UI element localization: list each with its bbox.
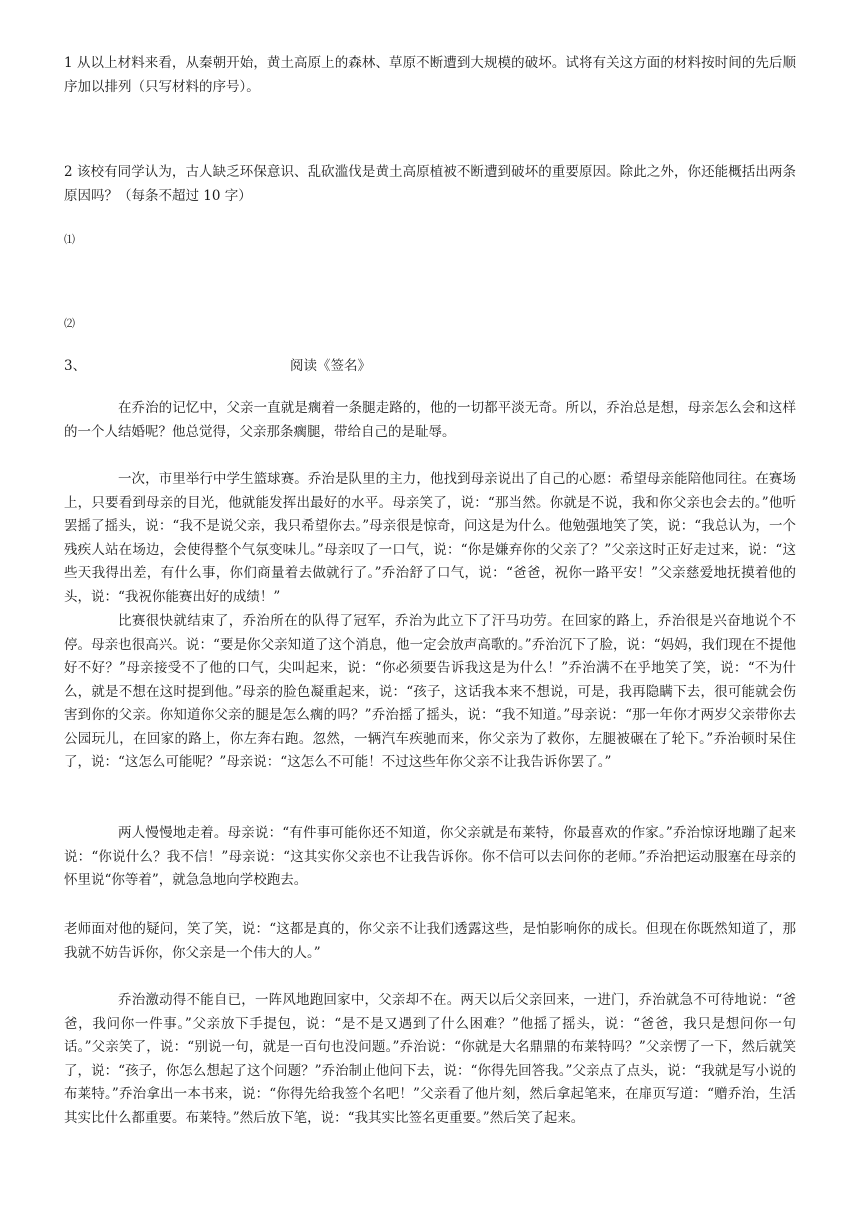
answer-1-label: ⑴	[64, 233, 75, 246]
story-paragraph-1: 在乔治的记忆中，父亲一直就是瘸着一条腿走路的，他的一切都平淡无奇。所以，乔治总是想，母亲怎么会和这样的一个人结婚呢？他总觉得，父亲那条瘸腿，带给自己的是耻辱。	[64, 400, 796, 440]
story-paragraph-2: 一次，市里举行中学生篮球赛。乔治是队里的主力，他找到母亲说出了自己的心愿：希望母亲能陪他同往。在赛场上，只要看到母亲的目光，他就能发挥出最好的水平。母亲笑了，说：“那当然。你就是不说，我和你父亲也会去的。”他听罢摇了摇头，说：“我不是说父亲，我只希望你去。”母亲很是惊奇，问这是为什么。他勉强地笑了笑，说：“我总认为，一个残疾人站在场边，会使得整个气氛变味儿。”母亲叹了一口气，说：“你是嫌弃你的父亲了？”父亲这时正好走过来，说：“这些天我得出差，有什么事，你们商量着去做就行了。”乔治舒了口气，说：“爸爸，祝你一路平安！”父亲慈爱地抚摸着他的头，说：“我祝你能赛出好的成绩！”	[64, 471, 796, 605]
question-1: 1 从以上材料来看，从秦朝开始，黄土高原上的森林、草原不断遭到大规模的破坏。试将有关这方面的材料按时间的先后顺序加以排列（只写材料的序号）。	[64, 55, 796, 95]
story-paragraph-4: 两人慢慢地走着。母亲说：“有件事可能你还不知道，你父亲就是布莱特，你最喜欢的作家。”乔治惊讶地蹦了起来说：“你说什么？我不信！”母亲说：“这其实你父亲也不让我告诉你。你不信可以去问你的老师。”乔治把运动服塞在母亲的怀里说“你等着”，就急急地向学校跑去。	[64, 825, 796, 888]
story-paragraph-6: 乔治激动得不能自已，一阵风地跑回家中，父亲却不在。两天以后父亲回来，一进门，乔治就急不可待地说：“爸爸，我问你一件事。”父亲放下手提包，说：“是不是又遇到了什么困难？”他摇了摇头，说：“爸爸，我只是想问你一句话。”父亲笑了，说：“别说一句，就是一百句也没问题。”乔治说：“你就是大名鼎鼎的布莱特吗？”父亲愣了一下，然后就笑了，说：“孩子，你怎么想起了这个问题？”乔治制止他问下去，说：“你得先回答我。”父亲点了点头，说：“我就是写小说的布莱特。”乔治拿出一本书来，说：“你得先给我签个名吧！”父亲看了他片刻，然后拿起笔来，在扉页写道：“赠乔治，生活其实比什么都重要。布莱特。”然后放下笔，说：“我其实比签名更重要。”然后笑了起来。	[64, 992, 796, 1126]
question-3-number: 3、	[64, 358, 87, 374]
answer-2-label: ⑵	[64, 317, 75, 330]
reading-title: 阅读《签名》	[290, 358, 371, 374]
question-2: 2 该校有同学认为，古人缺乏环保意识、乱砍滥伐是黄土高原植被不断遭到破坏的重要原因。除此之外，你还能概括出两条原因吗？（每条不超过 10 字）	[64, 164, 796, 204]
story-paragraph-3: 比赛很快就结束了，乔治所在的队得了冠军，乔治为此立下了汗马功劳。在回家的路上，乔治很是兴奋地说个不停。母亲也很高兴。说：“要是你父亲知道了这个消息，他一定会放声高歌的。”乔治沉下了脸，说：“妈妈，我们现在不提他好不好？”母亲接受不了他的口气，尖叫起来，说：“你必须要告诉我这是为什么！”乔治满不在乎地笑了笑，说：“不为什么，就是不想在这时提到他。”母亲的脸色凝重起来，说：“孩子，这话我本来不想说，可是，我再隐瞒下去，很可能就会伤害到你的父亲。你知道你父亲的腿是怎么瘸的吗？”乔治摇了摇头，说：“我不知道。”母亲说：“那一年你才两岁父亲带你去公园玩儿，在回家的路上，你左奔右跑。忽然，一辆汽车疾驰而来，你父亲为了救你，左腿被碾在了轮下。”乔治顿时呆住了，说：“这怎么可能呢？”母亲说：“这怎么不可能！不过这些年你父亲不让我告诉你罢了。”	[64, 613, 796, 770]
story-paragraph-5: 老师面对他的疑问，笑了笑，说：“这都是真的，你父亲不让我们透露这些，是怕影响你的成长。但现在你既然知道了，那我就不妨告诉你，你父亲是一个伟大的人。”	[64, 921, 796, 961]
